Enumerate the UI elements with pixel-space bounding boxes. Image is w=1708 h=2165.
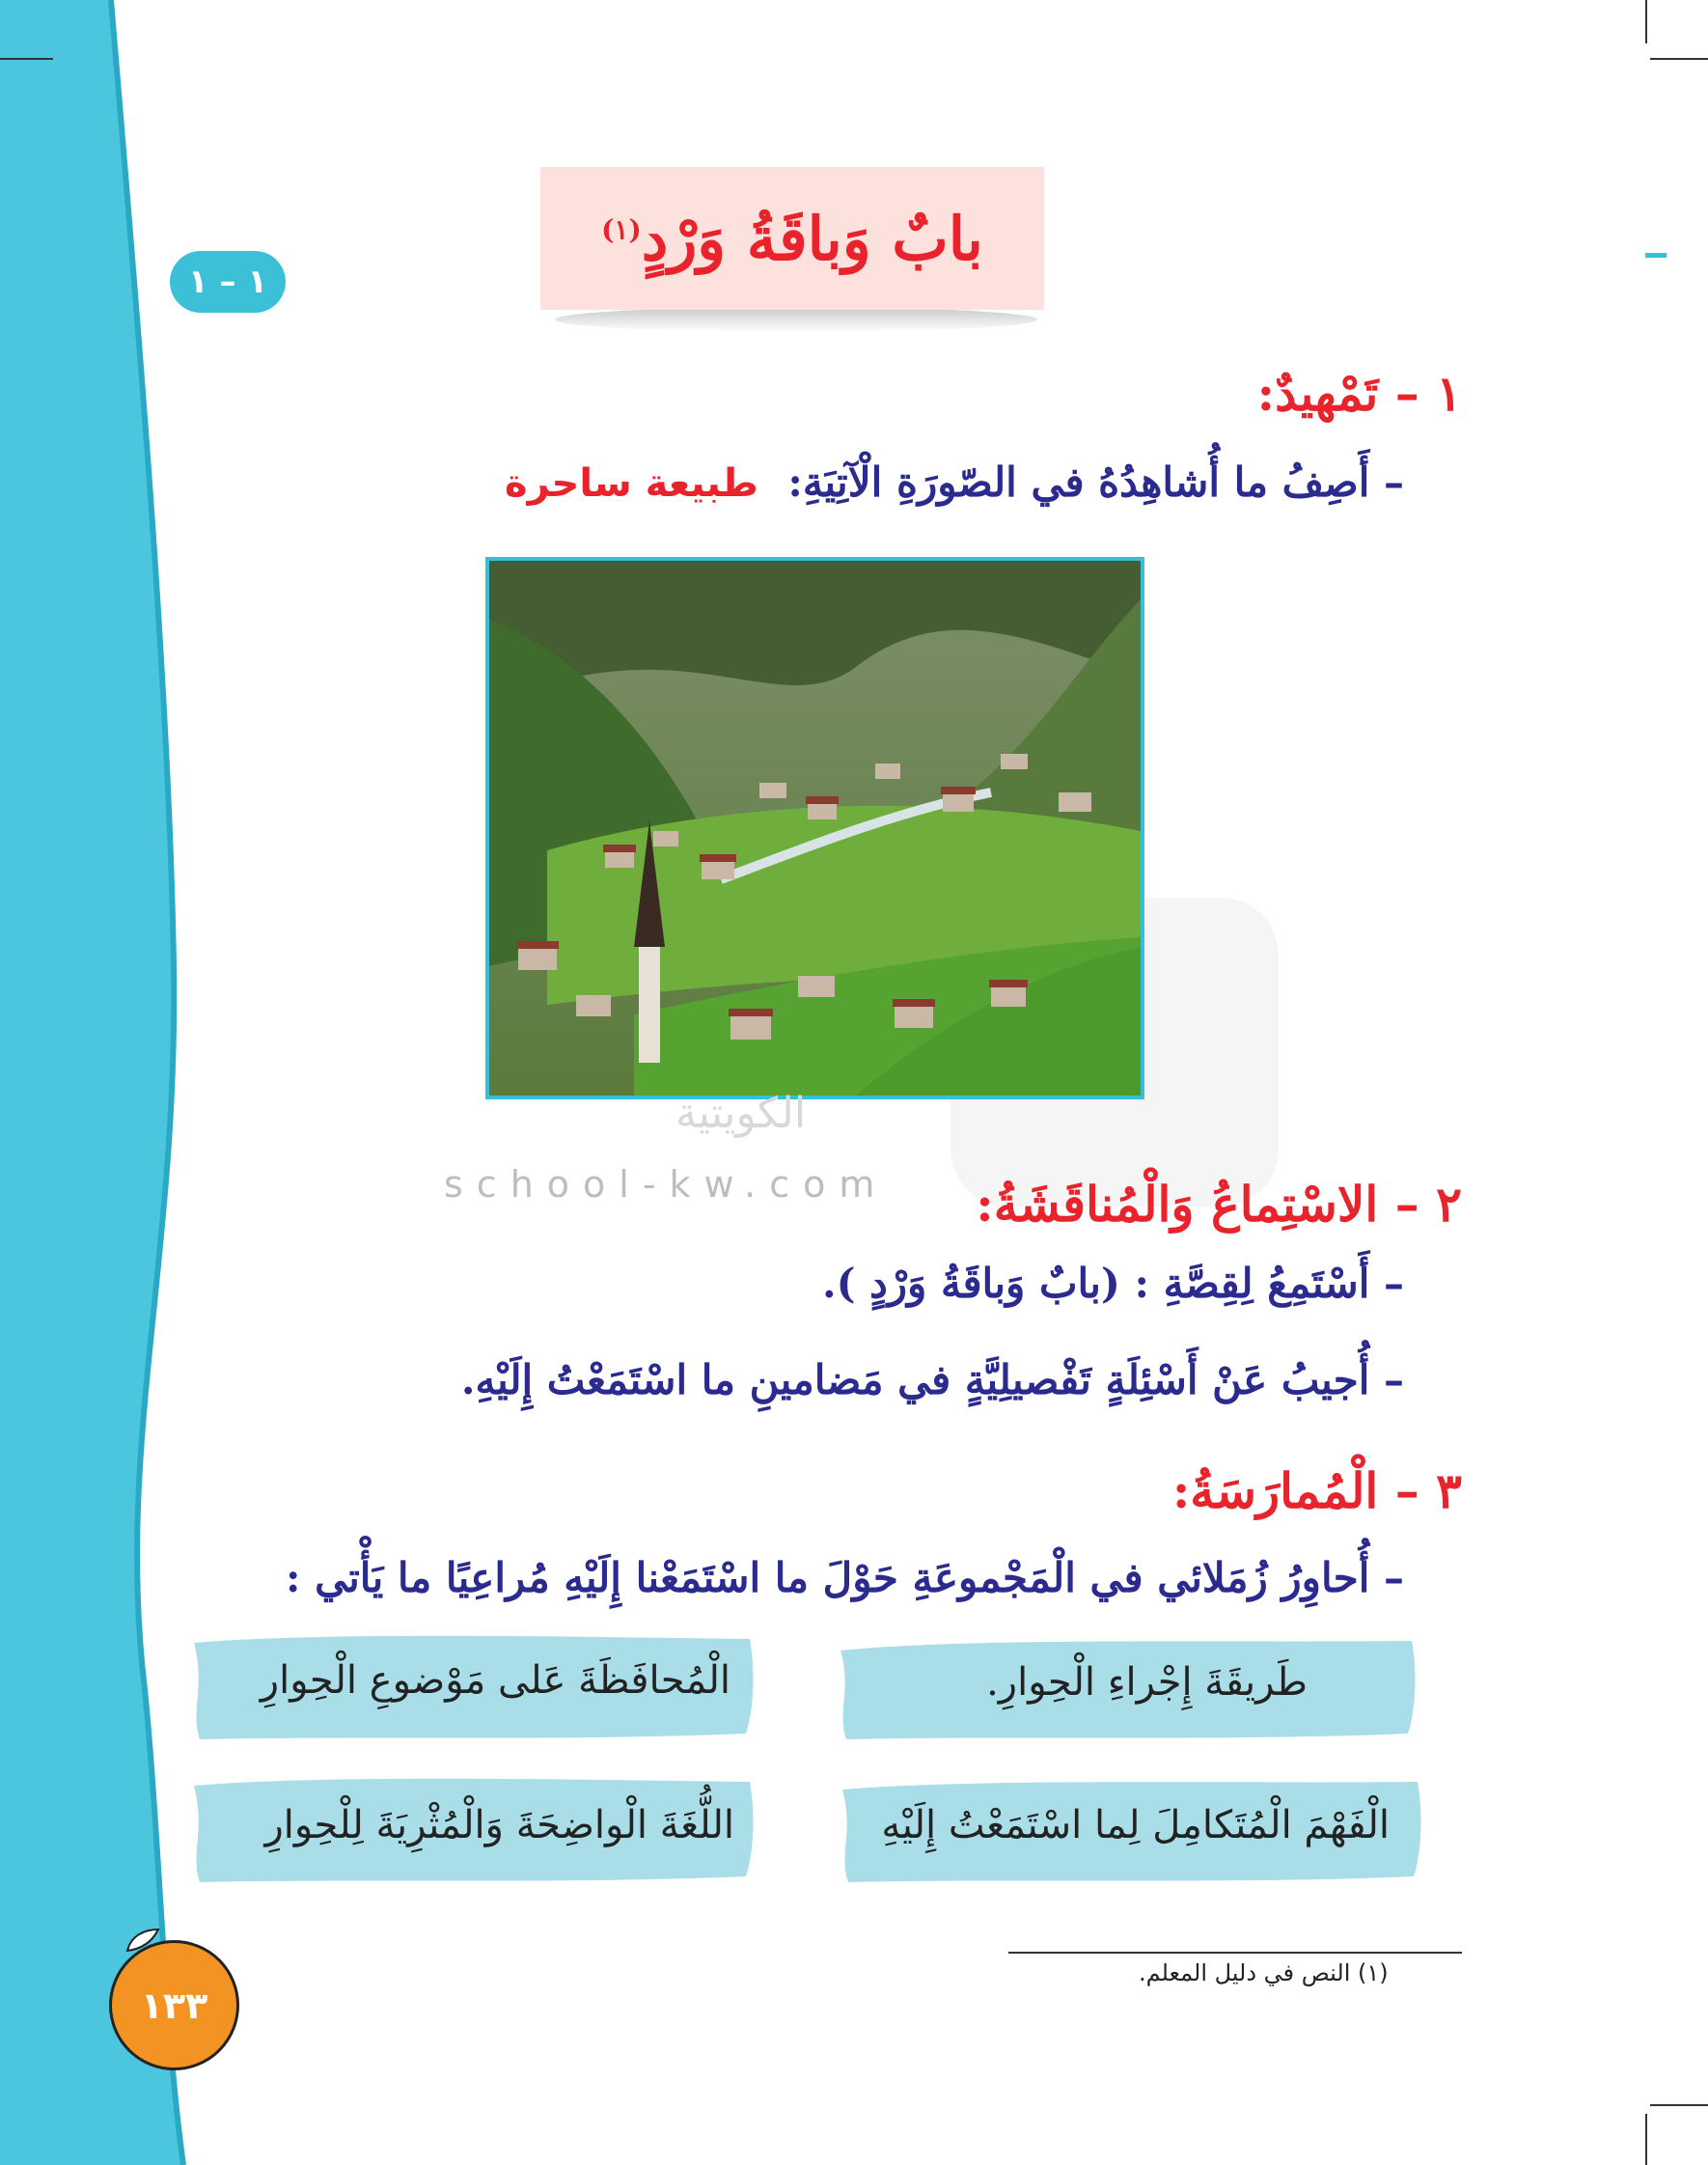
intro-answer: طبيعة ساحرة bbox=[505, 461, 758, 506]
title-text: بابٌ وَباقَةُ وَرْدٍ bbox=[641, 203, 983, 274]
practice-point-text: الْمُحافَظَةَ عَلى مَوْضوعِ الْحِوارِ bbox=[260, 1658, 730, 1703]
title-banner bbox=[540, 167, 1044, 310]
practice-point-text: اللُّغَةَ الْواضِحَةَ وَالْمُثْرِيَةَ لِلْحِوارِ bbox=[264, 1803, 734, 1847]
practice-instruction: – أُحاوِرُ زُمَلائي في الْمَجْموعَةِ حَوْلَ ما اسْتَمَعْنا إِلَيْهِ مُراعِيًا ما يَأْتي : bbox=[285, 1554, 1404, 1601]
listening-line-1: – أَسْتَمِعُ لِقِصَّةِ : (بابٌ وَباقَةُ وَرْدٍ ). bbox=[821, 1260, 1404, 1307]
title-shadow bbox=[555, 307, 1037, 332]
practice-point-card bbox=[188, 1772, 758, 1886]
practice-point-card bbox=[835, 1774, 1428, 1886]
crop-mark bbox=[1650, 58, 1708, 60]
practice-point-text: طَريقَةَ إِجْراءِ الْحِوارِ. bbox=[986, 1660, 1308, 1705]
crop-mark bbox=[0, 58, 53, 60]
practice-point-card bbox=[833, 1633, 1423, 1743]
watermark-url: school-kw.com bbox=[444, 1163, 889, 1206]
practice-point-card bbox=[188, 1629, 758, 1743]
section-heading-intro: ١ – تَمْهيدٌ: bbox=[1256, 365, 1462, 422]
title-footnote-marker: (١) bbox=[601, 212, 642, 245]
section-heading-practice: ٣ – الْمُمارَسَةُ: bbox=[1171, 1462, 1462, 1519]
footnote-divider bbox=[1008, 1952, 1462, 1954]
watermark-arabic: الكويتية bbox=[675, 1089, 807, 1138]
section-heading-listening: ٢ – الاسْتِماعُ وَالْمُناقَشَةُ: bbox=[976, 1176, 1462, 1233]
side-tick bbox=[1645, 253, 1667, 258]
lesson-badge: ١ – ١ bbox=[170, 251, 286, 313]
landscape-photo bbox=[485, 557, 1144, 1099]
crop-mark bbox=[1650, 2104, 1708, 2106]
alpine-valley-image bbox=[489, 561, 1141, 1096]
listening-line-2: – أُجيبُ عَنْ أَسْئِلَةٍ تَفْصيلِيَّةٍ في مَضامينِ ما اسْتَمَعْتُ إِلَيْهِ. bbox=[460, 1356, 1404, 1403]
footnote-text: (١) النص في دليل المعلم. bbox=[1139, 1959, 1389, 1986]
crop-mark bbox=[1645, 2114, 1647, 2165]
page-title bbox=[601, 204, 983, 274]
page-number: ١٣٣ bbox=[109, 1940, 239, 2070]
practice-point-text: الْفَهْمَ الْمُتَكامِلَ لِما اسْتَمَعْتُ إِلَيْهِ bbox=[881, 1803, 1390, 1847]
intro-instruction: – أَصِفُ ما أُشاهِدُهُ في الصّورَةِ الْآتِيَةِ: bbox=[787, 458, 1404, 506]
crop-mark bbox=[1645, 0, 1647, 43]
